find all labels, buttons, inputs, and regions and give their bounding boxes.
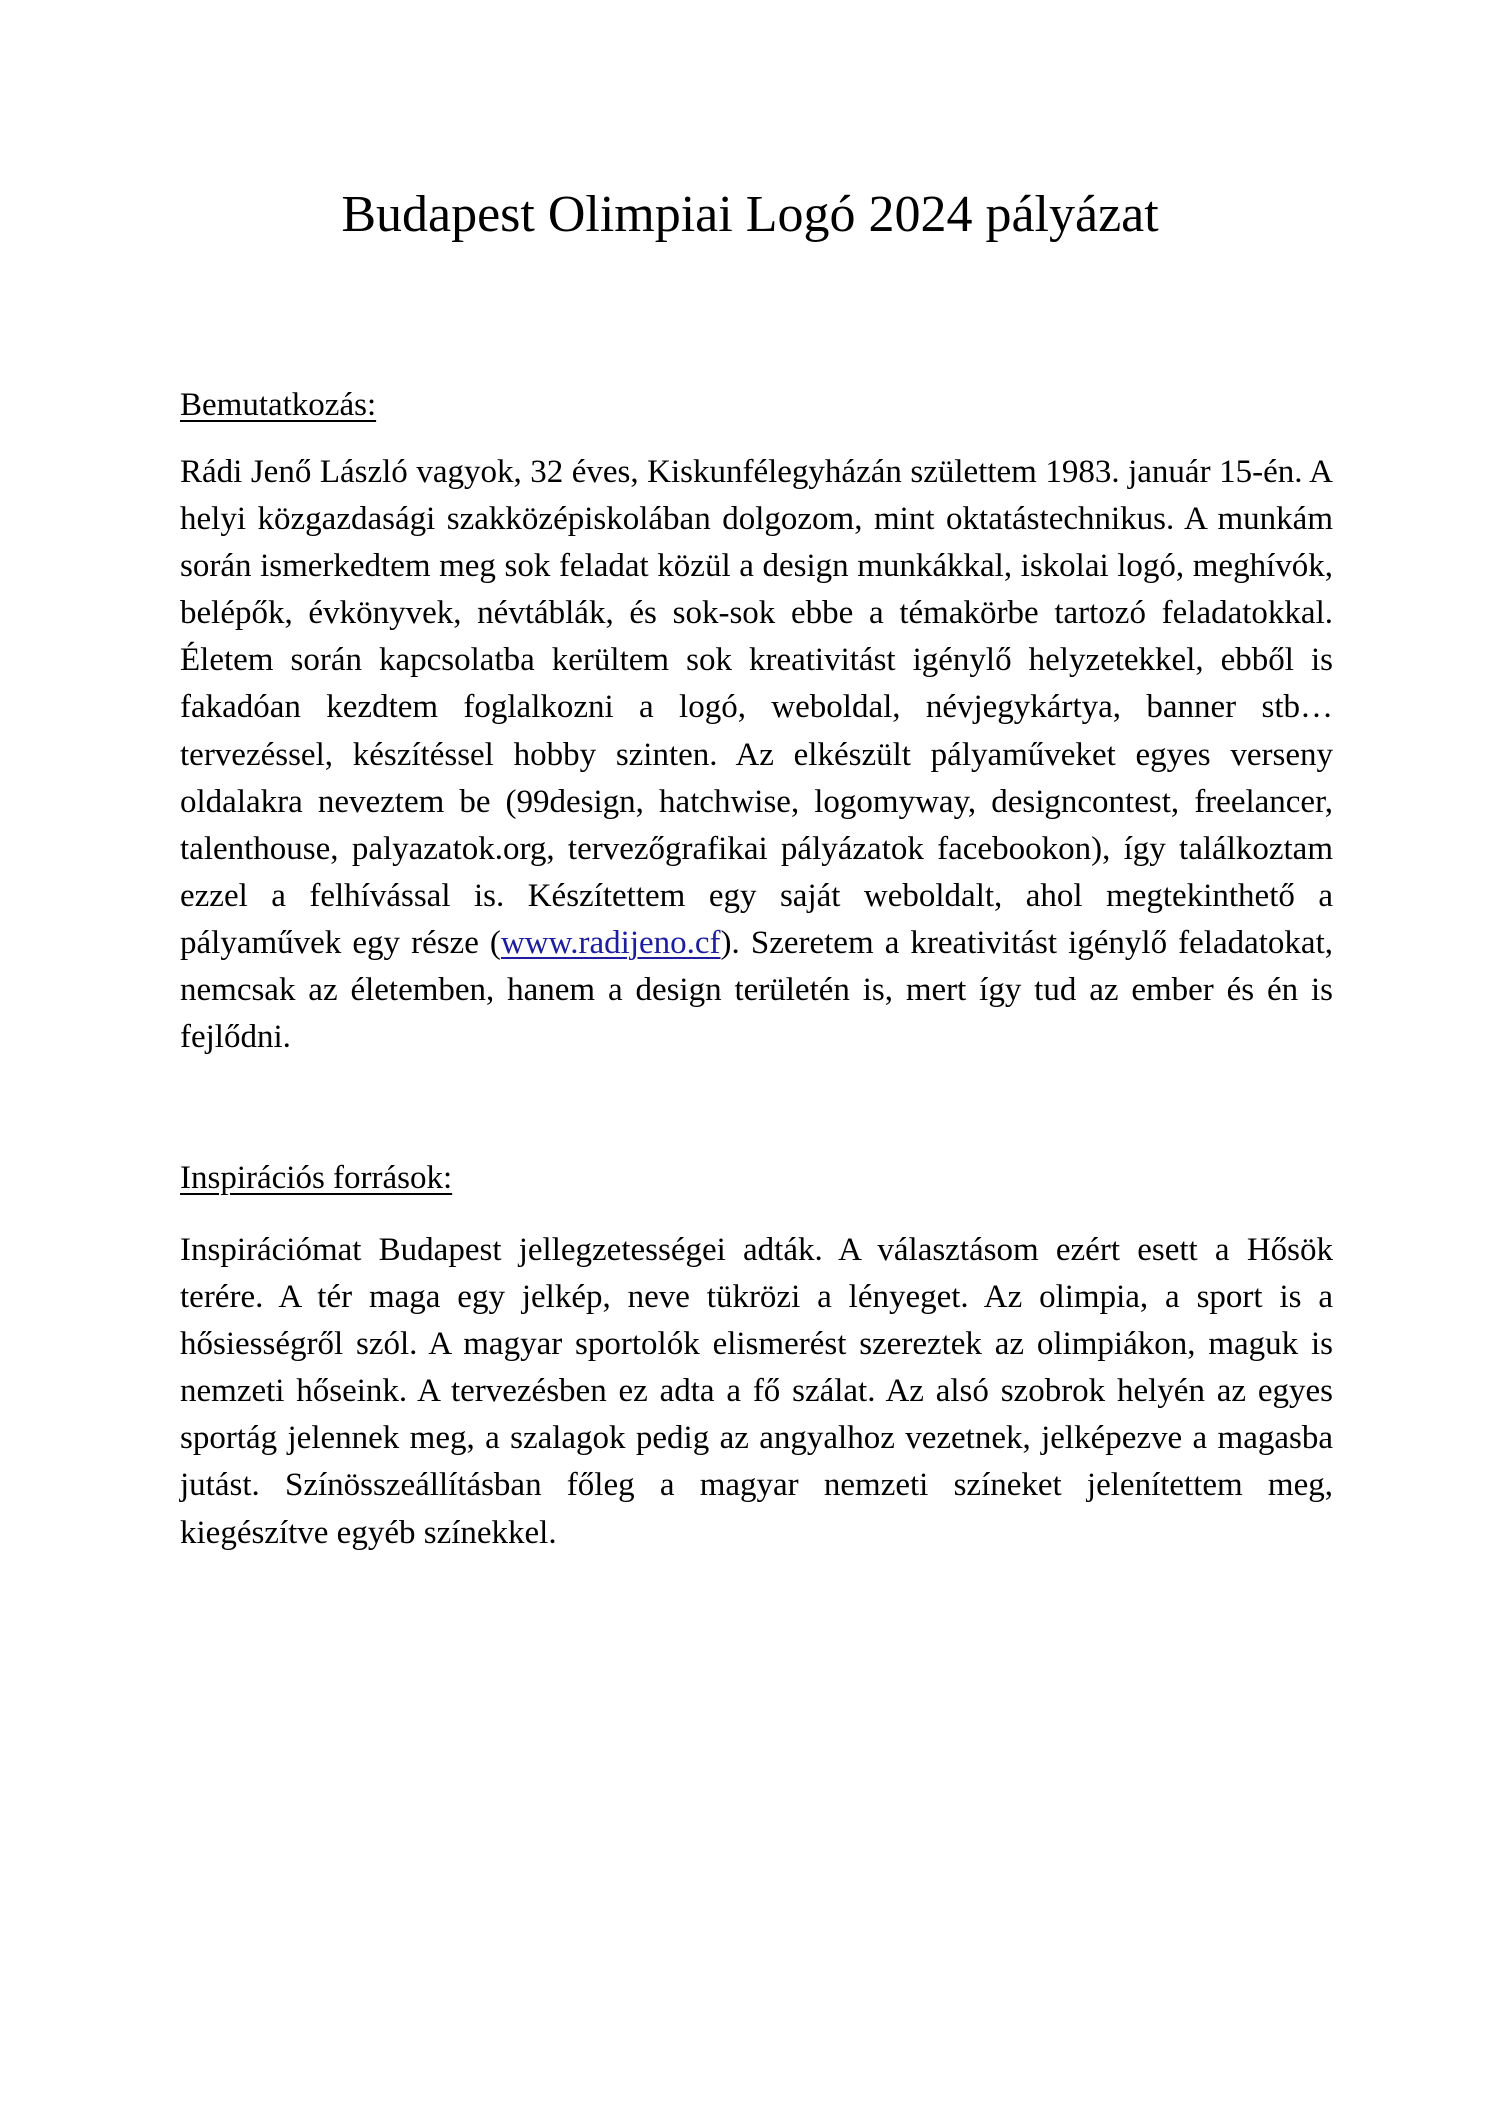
inspiration-paragraph: Inspirációmat Budapest jellegzetességei adták. A választásom ezért esett a Hősök terére. A tér maga egy jelkép, neve tükrözi a lényeget. Az olimpia, a sport is a hősiességről szól. A magyar sportolók elismerést szereztek az olimpiákon, maguk is nemzeti hőseink. A tervezésben ez adta a fő szálat. Az alsó szobrok helyén az egyes sportág jelennek meg, a szalagok pedig az angyalhoz vezetnek, jelképezve a magasba jutást. Színösszeállításban főleg a magyar nemzeti színeket jelenítettem meg, kiegészítve egyéb színekkel. <box>180 1232 1333 1551</box>
section-heading-inspiration: Inspirációs források: <box>180 1160 453 1196</box>
section-heading-intro: Bemutatkozás: <box>180 387 377 423</box>
website-link[interactable]: www.radijeno.cf <box>500 924 721 961</box>
intro-text-after-link: ). Szeretem a kreativitást igénylő feladatokat, nemcsak az életemben, hanem a design területén is, mert így tud az ember és én is fejlődni. <box>180 924 1333 1056</box>
intro-paragraph <box>180 449 1333 1061</box>
document-title: Budapest Olimpiai Logó 2024 pályázat <box>341 186 1159 243</box>
intro-text-before-link: Rádi Jenő László vagyok, 32 éves, Kiskunfélegyházán születtem 1983. január 15-én. A helyi közgazdasági szakközépiskolában dolgozom, mint oktatástechnikus. A munkám során ismerkedtem meg sok feladat közül a design munkákkal, iskolai logó, meghívók, belépők, évkönyvek, névtáblák, és sok-sok ebbe a témakörbe tartozó feladatokkal. Életem során kapcsolatba kerültem sok kreativitást igénylő helyzetekkel, ebből is fakadóan kezdtem foglalkozni a logó, weboldal, névjegykártya, banner stb… tervezéssel, készítéssel hobby szinten. Az elkészült pályaműveket egyes verseny oldalakra neveztem be (99design, hatchwise, logomyway, designcontest, freelancer, talenthouse, palyazatok.org, tervezőgrafikai pályázatok facebookon), így találkoztam ezzel a felhívással is. Készítettem egy saját weboldalt, ahol megtekinthető a pályaművek egy része ( <box>180 454 1333 961</box>
